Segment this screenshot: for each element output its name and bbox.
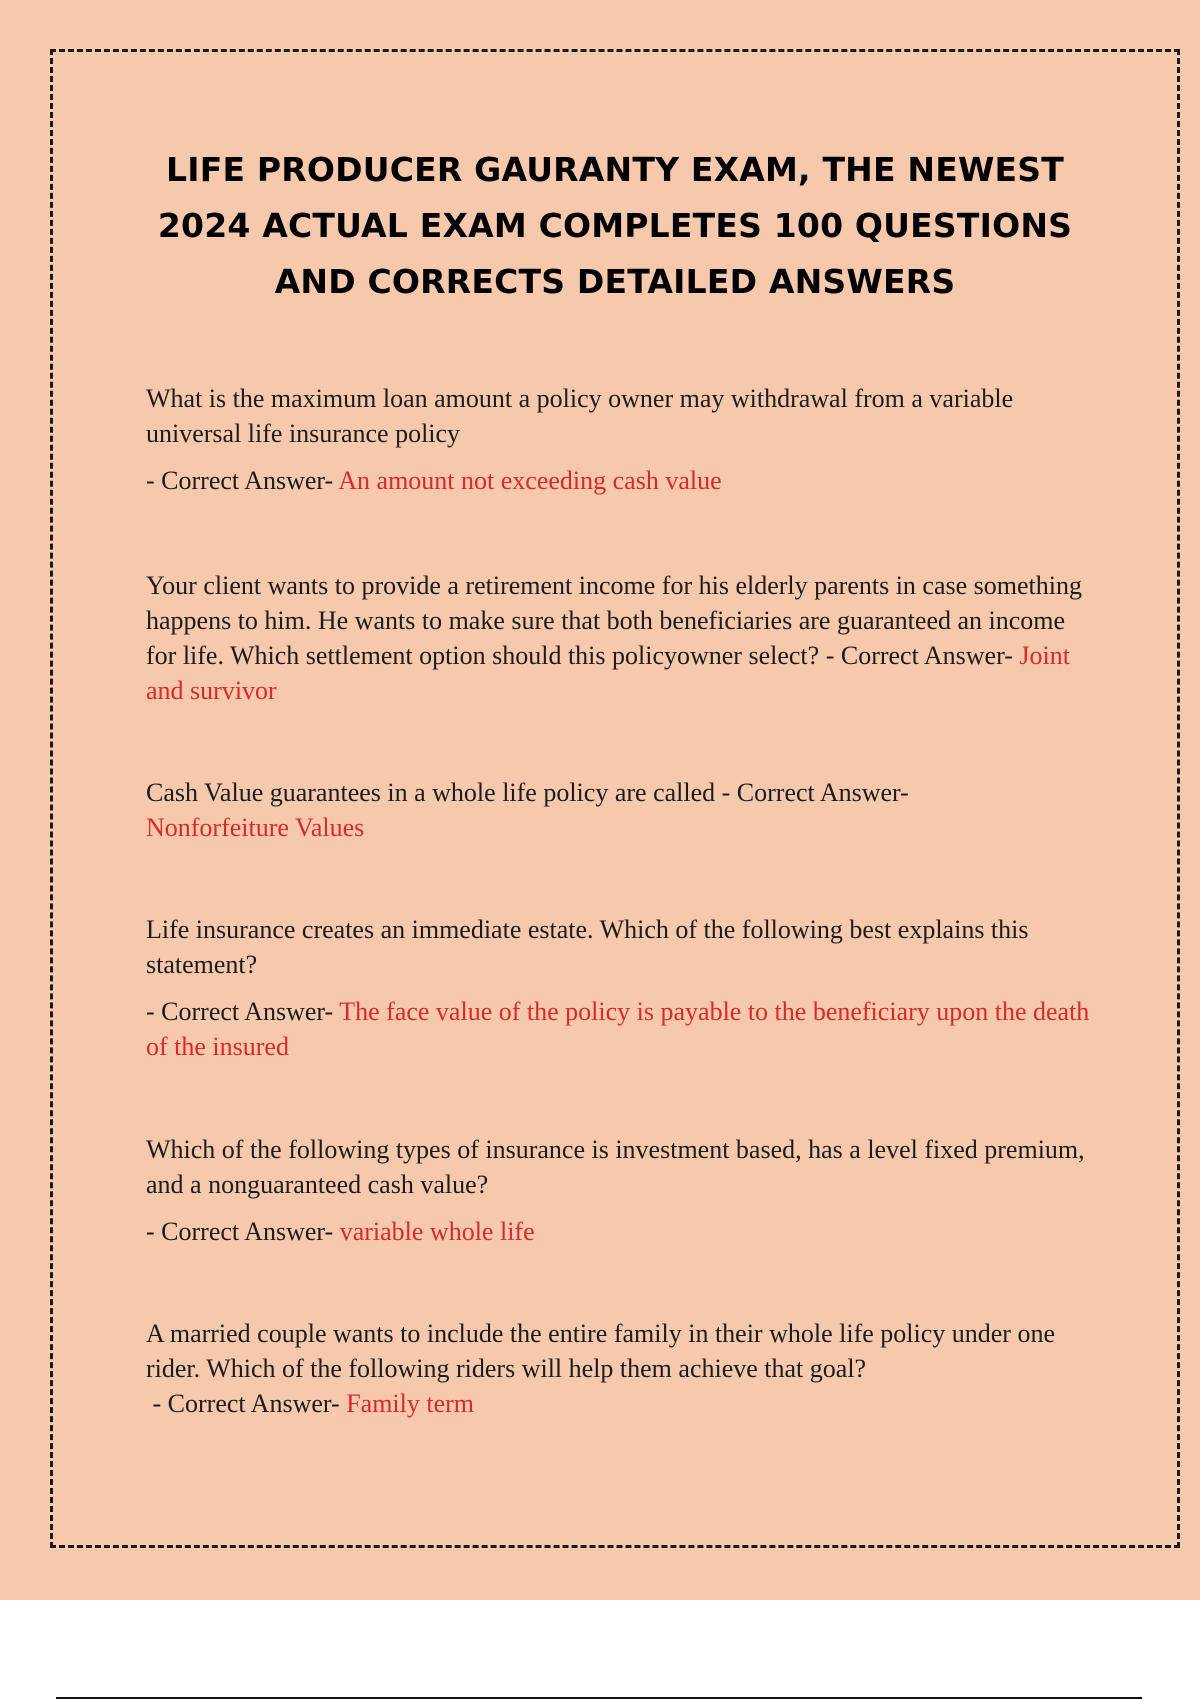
qa-item — [146, 1132, 1096, 1249]
qa-item — [146, 775, 1096, 845]
answer-line — [146, 463, 1096, 498]
answer-prefix: - Correct Answer- — [146, 997, 340, 1026]
qa-item — [146, 912, 1096, 1064]
answer-text: Family term — [346, 1389, 475, 1418]
answer-text: Nonforfeiture Values — [146, 813, 365, 842]
qa-item — [146, 381, 1096, 498]
question-text: Your client wants to provide a retirement income for his elderly parents in case something happens to him. He wants to make sure that both beneficiaries are guaranteed an income for life. Which settlement option should this policyowner select? — [146, 571, 1082, 670]
answer-prefix: - Correct Answer- — [146, 466, 339, 495]
question-with-answer — [146, 775, 1096, 845]
qa-list — [146, 381, 1096, 1421]
answer-prefix: - Correct Answer- — [715, 778, 916, 807]
question-text: What is the maximum loan amount a policy owner may withdrawal from a variable universal life insurance policy — [146, 384, 1014, 448]
answer-text: Joint and survivor — [146, 641, 1070, 705]
question-text: Life insurance creates an immediate estate. Which of the following best explains this statement? — [146, 915, 1029, 979]
question-text: Which of the following types of insurance is investment based, has a level fixed premium, and a nonguaranteed cash value? — [146, 1135, 1085, 1199]
question-text: Cash Value guarantees in a whole life policy are called — [146, 778, 716, 807]
answer-text: The face value of the policy is payable to the beneficiary upon the death of the insured — [146, 997, 1090, 1061]
question-with-answer — [146, 568, 1096, 708]
qa-item — [146, 1316, 1096, 1421]
answer-line — [146, 1386, 1096, 1421]
answer-prefix: - Correct Answer- — [146, 1389, 347, 1418]
answer-line — [146, 994, 1096, 1064]
answer-text: An amount not exceeding cash value — [338, 466, 722, 495]
answer-prefix: - Correct Answer- — [819, 641, 1020, 670]
qa-item — [146, 568, 1096, 708]
footer-divider — [56, 1697, 1142, 1699]
answer-line — [146, 1214, 1096, 1249]
page-title: LIFE PRODUCER GAURANTY EXAM, THE NEWEST 2024 ACTUAL EXAM COMPLETES 100 QUESTIONS AND CORRECTS DETAILED ANSWERS — [157, 150, 1073, 301]
question-text: A married couple wants to include the entire family in their whole life policy under one rider. Which of the following riders will help them achieve that goal? — [146, 1319, 1055, 1383]
answer-prefix: - Correct Answer- — [146, 1217, 340, 1246]
answer-text: variable whole life — [339, 1217, 535, 1246]
